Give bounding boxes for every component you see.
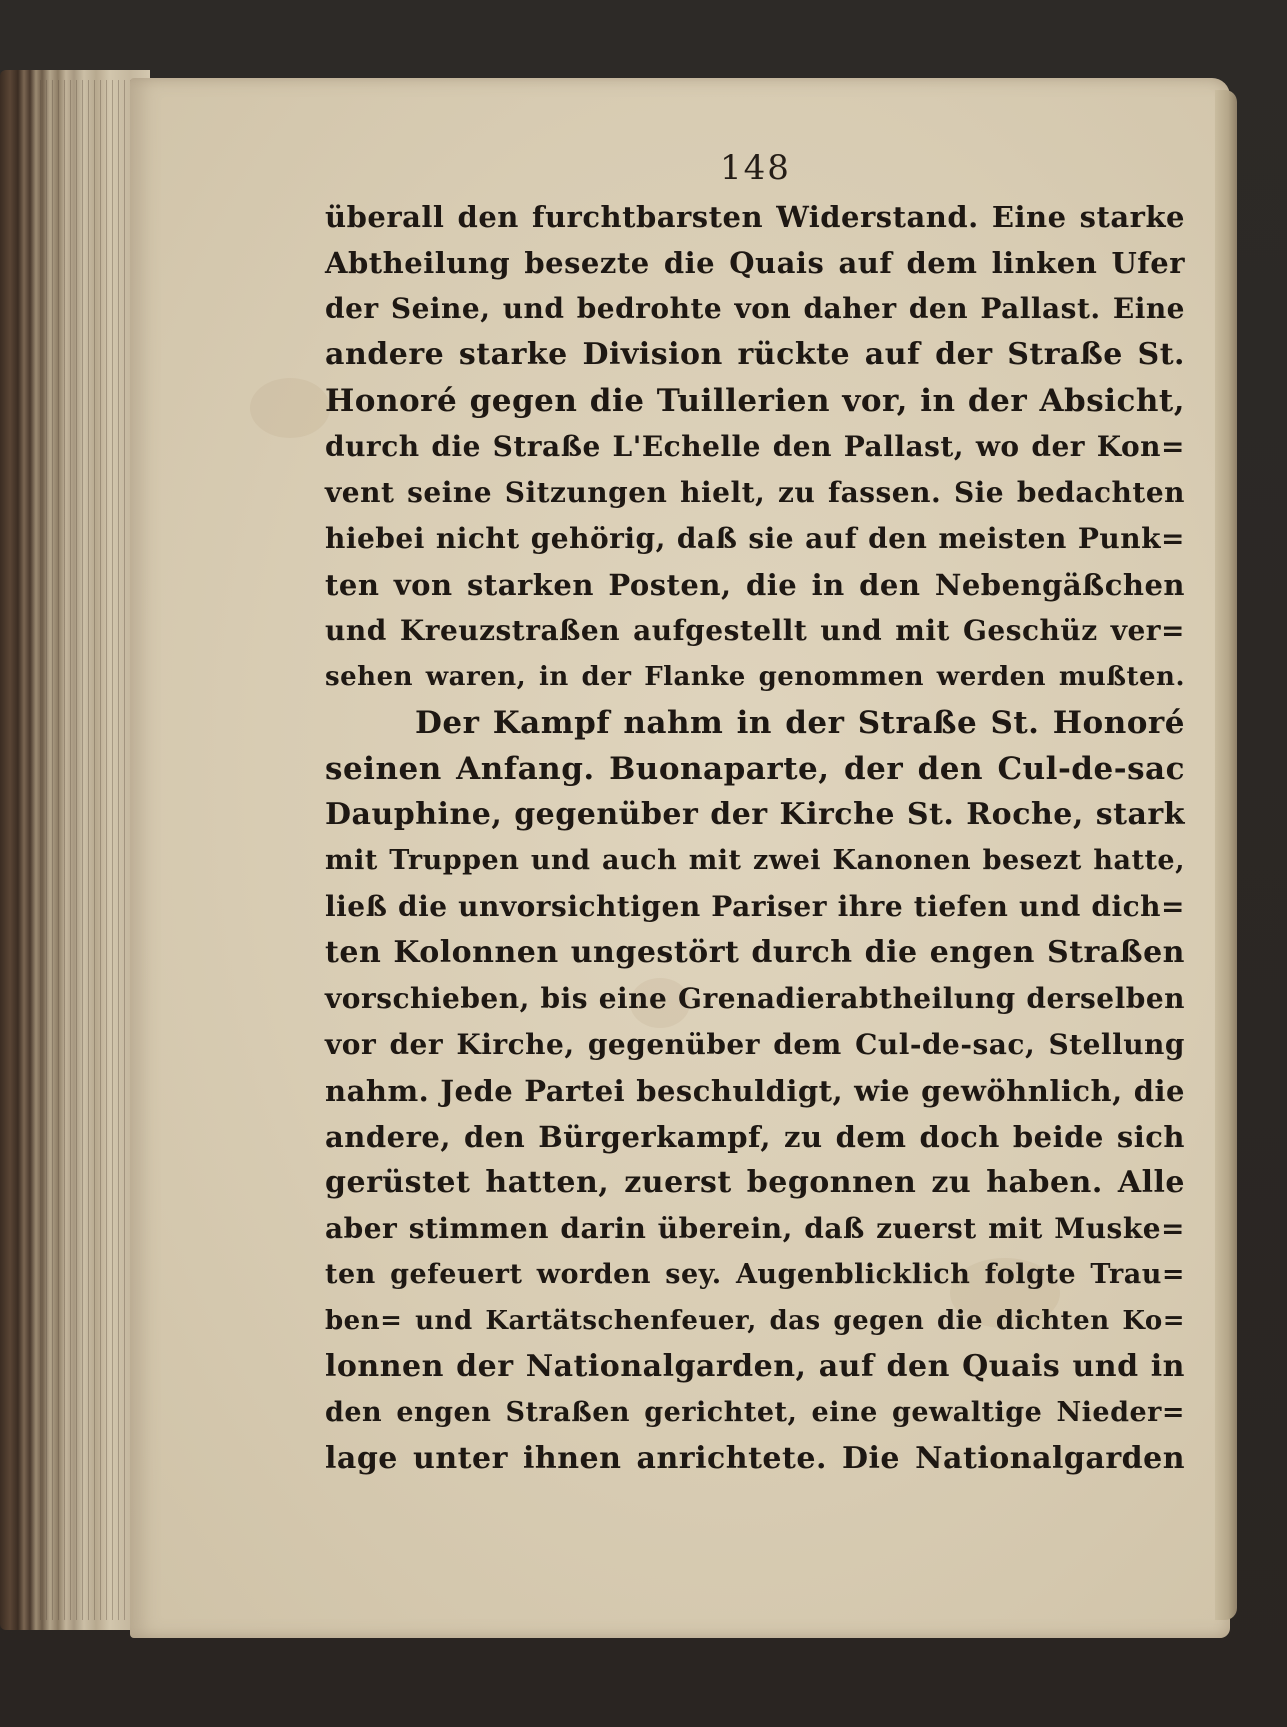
text-line: andere, den Bürgerkampf, zu dem doch beide sich (325, 1120, 1185, 1154)
text-line: ten von starken Posten, die in den Nebengäßchen (325, 568, 1185, 602)
text-line: nahm. Jede Partei beschuldigt, wie gewöhnlich, die (325, 1074, 1185, 1108)
text-line: lonnen der Nationalgarden, auf den Quais und in (325, 1349, 1185, 1384)
text-line: ten gefeuert worden sey. Augenblicklich folgte Trau= (325, 1259, 1185, 1290)
text-line: andere starke Division rückte auf der Straße St. (325, 337, 1185, 372)
page-stack-lines (40, 80, 140, 1620)
text-line: der Seine, und bedrohte von daher den Pallast. Eine (325, 292, 1185, 325)
text-line: aber stimmen darin überein, daß zuerst mit Muske= (325, 1212, 1185, 1245)
text-line: sehen waren, in der Flanke genommen werden mußten. (325, 662, 1185, 692)
text-line: Abtheilung besezte die Quais auf dem linken Ufer (325, 246, 1185, 280)
text-line: überall den furchtbarsten Widerstand. Eine starke (325, 200, 1185, 234)
text-line: durch die Straße L'Echelle den Pallast, wo der Kon= (325, 430, 1185, 463)
text-line: und Kreuzstraßen aufgestellt und mit Geschüz ver= (325, 614, 1185, 647)
text-line: hiebei nicht gehörig, daß sie auf den meisten Punk= (325, 522, 1185, 555)
text-line: ben= und Kartätschenfeuer, das gegen die dichten Ko= (325, 1306, 1185, 1336)
text-line: mit Truppen und auch mit zwei Kanonen besezt hatte, (325, 845, 1185, 876)
text-line: vorschieben, bis eine Grenadierabtheilung derselben (325, 982, 1185, 1015)
text-line: lage unter ihnen anrichtete. Die Nationalgarden (325, 1441, 1185, 1476)
text-line: gerüstet hatten, zuerst begonnen zu haben. Alle (325, 1165, 1185, 1200)
text-line: vent seine Sitzungen hielt, zu fassen. Sie bedachten (325, 476, 1185, 509)
text-line: ließ die unvorsichtigen Pariser ihre tiefen und dich= (325, 890, 1185, 923)
text-line: ten Kolonnen ungestört durch die engen Straßen (325, 935, 1185, 970)
paper-stain (250, 378, 330, 438)
page-number: 148 (720, 148, 791, 188)
text-line: den engen Straßen gerichtet, eine gewaltige Nieder= (325, 1397, 1185, 1428)
text-line: vor der Kirche, gegenüber dem Cul-de-sac, Stellung (325, 1028, 1185, 1061)
page-edge-right (1215, 90, 1237, 1620)
text-line: Honoré gegen die Tuillerien vor, in der Absicht, (325, 383, 1185, 419)
text-line: Dauphine, gegenüber der Kirche St. Roche, stark (325, 797, 1185, 832)
text-line: seinen Anfang. Buonaparte, der den Cul-de-sac (325, 751, 1185, 787)
text-line: Der Kampf nahm in der Straße St. Honoré (415, 705, 1185, 741)
